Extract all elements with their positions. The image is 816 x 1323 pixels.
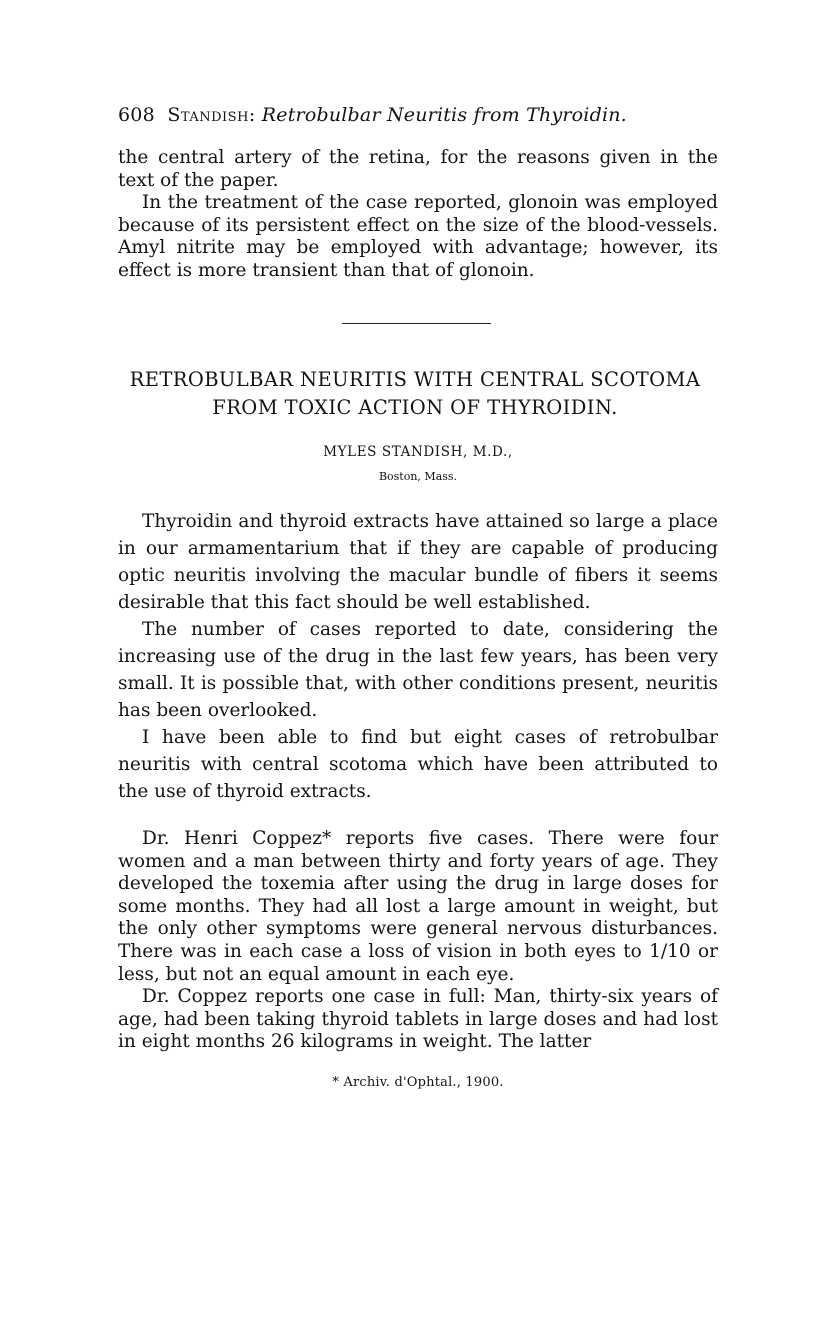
paragraph: The number of cases reported to date, considering the increasing use of the drug in the last few years, has been very small. It is possible that, with other conditions present, neuritis has been overlooked. bbox=[118, 619, 718, 721]
running-head-separator: : bbox=[248, 104, 256, 126]
article-author: MYLES STANDISH, M.D., bbox=[323, 444, 513, 460]
page-number: 608 bbox=[118, 104, 155, 126]
article-title: RETROBULBAR NEURITIS WITH CENTRAL SCOTOMA FROM TOXIC ACTION OF THYROIDIN. bbox=[129, 368, 701, 419]
running-head bbox=[118, 104, 718, 126]
paragraph: Thyroidin and thyroid extracts have attained so large a place in our armamentarium that if they are capable of producing optic neuritis involving the macular bundle of fibers it seems desirable that this fact should be well established. bbox=[118, 511, 718, 613]
previous-article-tail bbox=[118, 147, 718, 283]
intro-text bbox=[118, 508, 718, 805]
footnote: * Archiv. d'Ophtal., 1900. bbox=[332, 1075, 504, 1090]
paragraph: Dr. Henri Coppez* reports five cases. There were four women and a man between thirty and forty years of age. They developed the toxemia after using the drug in large doses for some months. They had all lost a large amount in weight, but the only other symptoms were general nervous disturbances. There was in each case a loss of vision in both eyes to 1/10 or less, but not an equal amount in each eye. bbox=[118, 828, 718, 985]
section-divider bbox=[342, 323, 491, 324]
paragraph: the central artery of the retina, for the reasons given in the text of the paper. bbox=[118, 147, 718, 191]
paragraph: I have been able to find but eight cases of retrobulbar neuritis with central scotoma which have been attributed to the use of thyroid extracts. bbox=[118, 727, 718, 802]
running-head-author: Standish bbox=[167, 104, 249, 126]
body-text bbox=[118, 828, 718, 1054]
article-affiliation: Boston, Mass. bbox=[378, 470, 458, 483]
paragraph: In the treatment of the case reported, glonoin was employed because of its persistent effect on the size of the blood-vessels. Amyl nitrite may be employed with advantage; however, its effect is more transient than that of glonoin. bbox=[118, 192, 718, 281]
running-head-title: Retrobulbar Neuritis from Thyroidin. bbox=[261, 104, 627, 126]
paragraph: Dr. Coppez reports one case in full: Man, thirty-six years of age, had been taking thyroid tablets in large doses and had lost in eight months 26 kilograms in weight. The latter bbox=[118, 986, 718, 1053]
